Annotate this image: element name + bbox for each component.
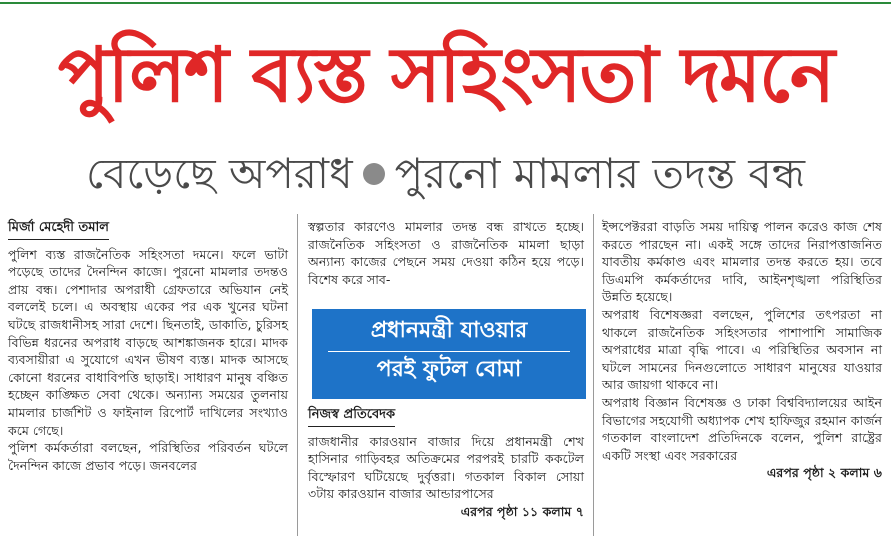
subheadline-right: পুরনো মামলার তদন্ত বন্ধ — [394, 149, 806, 198]
paragraph: অপরাধ বিজ্ঞান বিশেষজ্ঞ ও ঢাকা বিশ্ববিদ্যালয়ের আইন বিভাগের সহযোগী অধ্যাপক শেখ হাফিজুর রহমান কার্জন গতকাল বাংলাদেশ প্রতিদিনকে বলেন, পুলিশ রাষ্ট্রের একটি সংস্থা এবং সরকারের — [602, 394, 882, 463]
column-divider — [297, 214, 298, 536]
byline: নিজস্ব প্রতিবেদক — [308, 406, 395, 427]
paragraph: পুলিশ ব্যস্ত রাজনৈতিক সহিংসতা দমনে। ফলে ভাটা পড়েছে তাদের দৈনন্দিন কাজে। পুরনো মামলার তদন্তও প্রায় বন্ধ। পেশাদার অপরাধী গ্রেফতারে অভিযান নেই বললেই চলে। এ অবস্থায় একের পর এক খুনের ঘটনা ঘটছে রাজধানীসহ সারা দেশে। ছিনতাই, ডাকাতি, চুরিসহ বিভিন্ন ধরনের অপরাধ বাড়ছে আশঙ্কাজনক হারে। মাদক ব্যবসায়ীরা এ সুযোগে এখন ভীষণ ব্যস্ত। মাদক আসছে কোনো ধরনের বাধাবিপত্তি ছাড়াই। সাধারণ মানুষ বঞ্চিত হচ্ছেন কাঙ্ক্ষিত সেবা থেকে। অন্যান্য সময়ের তুলনায় মামলার চার্জশিট ও ফাইনাল রিপোর্ট দাখিলের সংখ্যাও কমে গেছে। — [8, 246, 288, 438]
article-column-1 — [8, 218, 288, 474]
paragraph: রাজধানীর কারওয়ান বাজার দিয়ে প্রধানমন্ত্রী শেখ হাসিনার গাড়িবহর অতিক্রমের পরপরই চারটি ককটেল বিস্ফোরণ ঘটিয়েছে দুর্বৃত্তরা। গতকাল বিকাল সোয়া ৩টায় কারওয়ান বাজার আন্ডারপাসের — [308, 433, 584, 502]
continued-jump[interactable]: এরপর পৃষ্ঠা ২ কলাম ৬ — [766, 465, 882, 481]
article-column-2 — [308, 218, 584, 288]
headline: পুলিশ ব্যস্ত সহিংসতা দমনে — [57, 30, 834, 119]
box-divider — [328, 351, 570, 352]
paragraph: ইন্সপেক্টররা বাড়তি সময় দায়িত্ব পালন করেও কাজ শেষ করতে পারছেন না। একই সঙ্গে তাদের নিরাপত্তাজনিত যাবতীয় কর্মকাণ্ড এবং মামলার তদন্ত করতে হয়। তবে ডিএমপি কর্মকর্তাদের দাবি, আইনশৃঙ্খলা পরিস্থিতির উন্নতি হয়েছে। — [602, 219, 882, 305]
box-headline-line-2: পরই ফুটল বোমা — [376, 357, 522, 382]
top-rule — [0, 2, 891, 4]
article-column-2-story — [308, 405, 584, 521]
article-column-3 — [602, 218, 882, 482]
bullet-dot-icon — [363, 163, 385, 185]
continued-jump[interactable]: এরপর পৃষ্ঠা ১১ কলাম ৭ — [460, 503, 584, 519]
subheadline — [0, 146, 891, 202]
column-divider — [593, 214, 594, 536]
subheadline-left: বেড়েছে অপরাধ — [85, 149, 353, 198]
sub-headline-box — [312, 309, 586, 399]
byline: মির্জা মেহেদী তমাল — [8, 219, 109, 240]
box-headline-line-1: প্রধানমন্ত্রী যাওয়ার — [370, 318, 528, 343]
paragraph: পুলিশ কর্মকর্তারা বলছেন, পরিস্থিতির পরিবর্তন ঘটলে দৈনন্দিন কাজে প্রভাব পড়ে। জনবলের — [8, 440, 288, 473]
paragraph: অপরাধ বিশেষজ্ঞরা বলছেন, পুলিশের তৎপরতা না থাকলে রাজনৈতিক সহিংসতার পাশাপাশি সামাজিক অপরাধের মাত্রা বৃদ্ধি পাবে। এ পরিস্থিতির অবসান না ঘটলে সামনের দিনগুলোতে সাধারণ মানুষের যাওয়ার আর জায়গা থাকবে না। — [602, 306, 882, 393]
paragraph: স্বল্পতার কারণেও মামলার তদন্ত বন্ধ রাখতে হচ্ছে। রাজনৈতিক সহিংসতা ও রাজনৈতিক মামলা ছাড়া অন্যান্য কাজের পেছনে সময় দেওয়া কঠিন হয়ে পড়ে। বিশেষ করে সাব- — [308, 219, 584, 287]
